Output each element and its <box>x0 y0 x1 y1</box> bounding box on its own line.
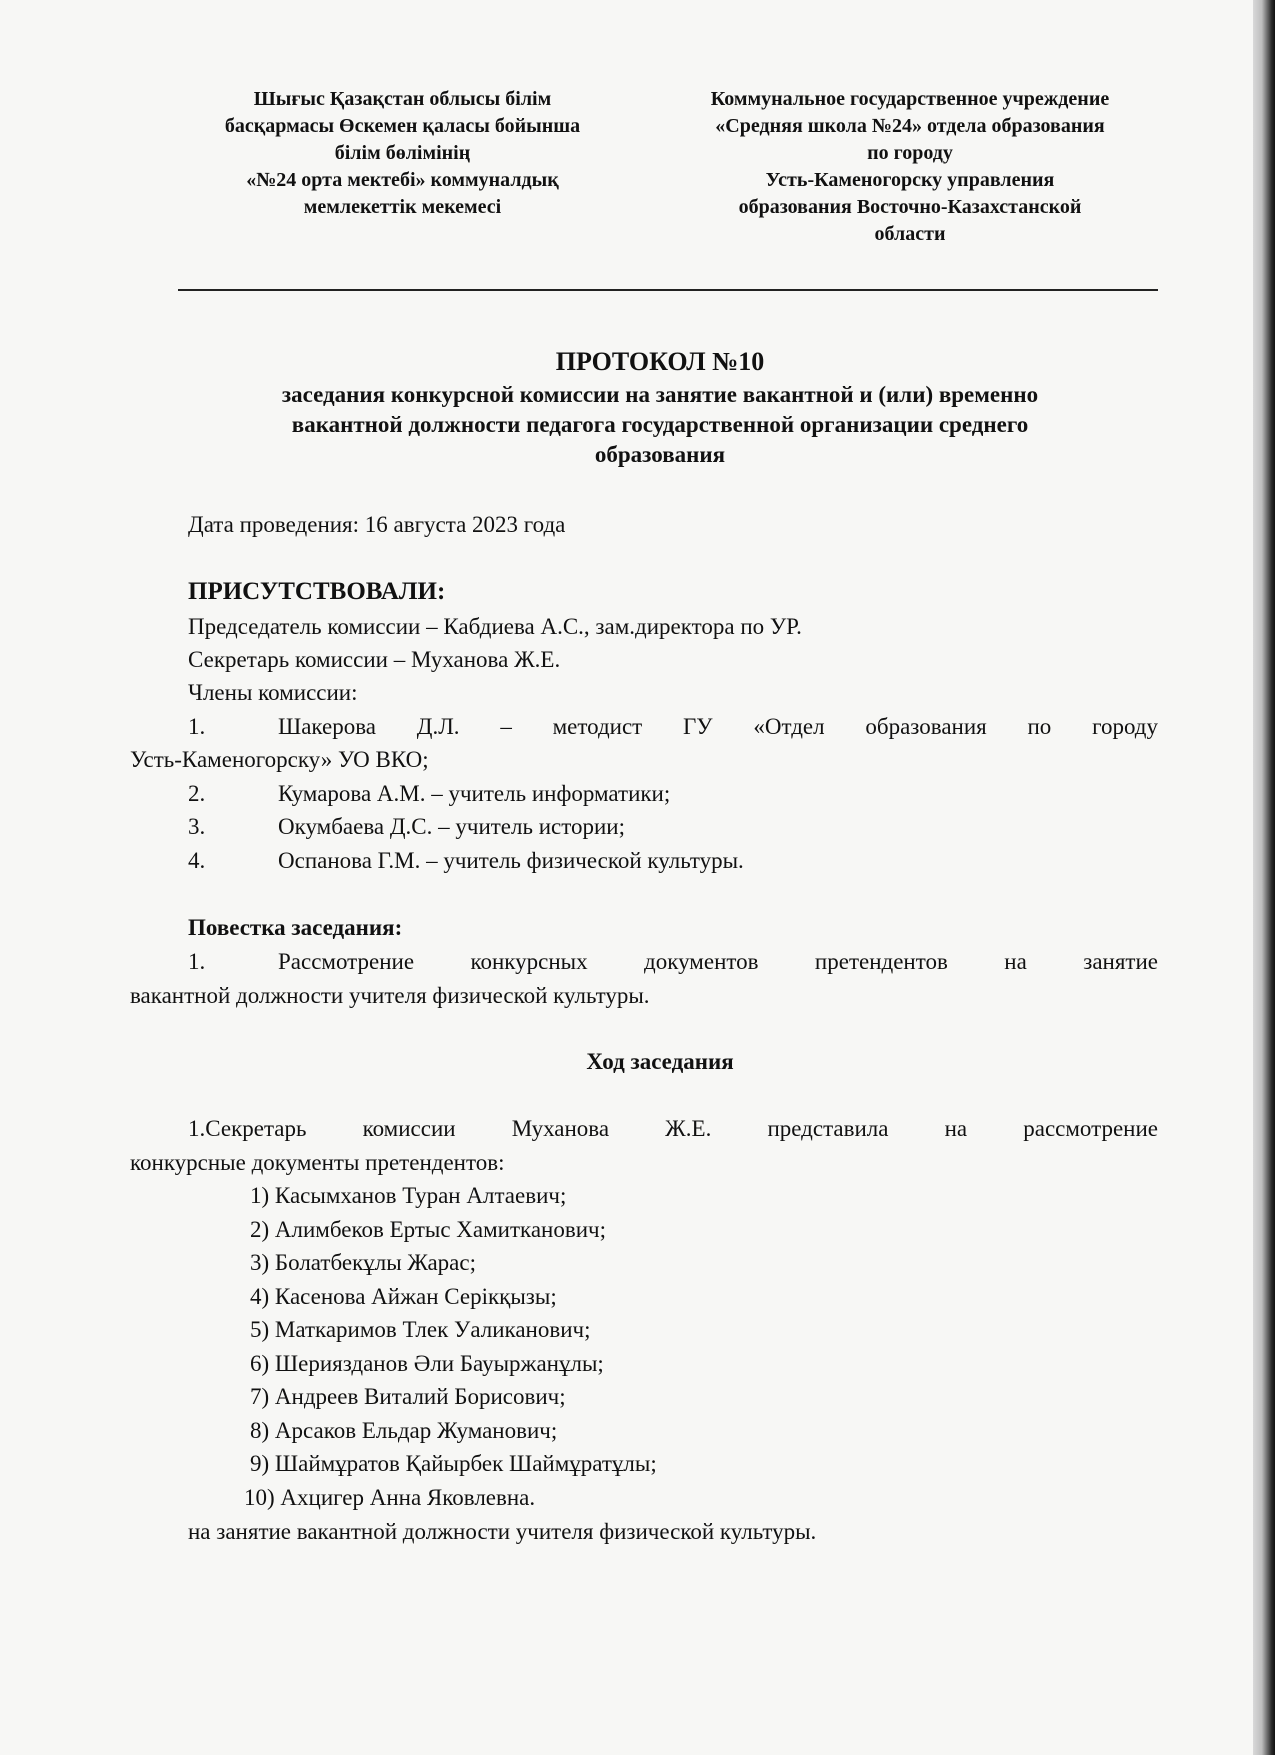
header-left-line: Шығыс Қазақстан облысы білім <box>253 88 552 110</box>
proceedings-closing: на занятие вакантной должности учителя физической культуры. <box>188 1519 817 1544</box>
member-item <box>188 846 744 876</box>
member-text: Шакерова Д.Л. – методист ГУ «Отдел образования по городу <box>278 714 1158 739</box>
candidate-item: 8) Арсаков Ельдар Жуманович; <box>250 1418 558 1443</box>
agenda-number: 1. <box>188 949 206 974</box>
header-left-line: мемлекеттік мекемесі <box>303 196 502 218</box>
proceedings-intro: 1.Секретарь комиссии Муханова Ж.Е. представила на рассмотрение <box>188 1116 1158 1141</box>
header-kazakh <box>175 86 630 221</box>
candidate-item: 9) Шаймұратов Қайырбек Шаймұратұлы; <box>250 1451 657 1476</box>
document-title-block <box>160 344 1160 470</box>
member-text: Кумарова А.М. – учитель информатики; <box>278 781 671 806</box>
document-subtitle-line: образования <box>594 442 726 467</box>
member-number: 4. <box>188 848 206 873</box>
header-right-line: Коммунальное государственное учреждение <box>710 88 1110 110</box>
document-subtitle-line: вакантной должности педагога государственной организации среднего <box>291 412 1029 437</box>
agenda-item <box>188 947 1158 977</box>
candidate-item: 4) Касенова Айжан Серікқызы; <box>250 1284 557 1309</box>
header-right-line: области <box>874 223 946 245</box>
candidate-item: 2) Алимбеков Ертыс Хамитканович; <box>250 1217 606 1242</box>
member-text: Окумбаева Д.С. – учитель истории; <box>278 814 625 839</box>
member-item <box>188 779 670 809</box>
commission-secretary: Секретарь комиссии – Муханова Ж.Е. <box>188 647 561 672</box>
candidate-item: 1) Касымханов Туран Алтаевич; <box>250 1183 567 1208</box>
header-left-line: «№24 орта мектебі» коммуналдық <box>246 169 559 191</box>
candidate-item: 3) Болатбекұлы Жарас; <box>250 1250 476 1275</box>
header-left-line: басқармасы Өскемен қаласы бойынша <box>224 115 581 137</box>
proceedings-heading: Ход заседания <box>586 1049 734 1074</box>
member-item <box>188 812 625 842</box>
header-russian <box>650 86 1170 248</box>
document-subtitle-line: заседания конкурсной комиссии на занятие вакантной и (или) временно <box>281 382 1039 407</box>
header-left-line: білім бөлімінің <box>334 142 471 164</box>
scan-edge-shadow <box>1253 0 1275 1755</box>
candidate-item: 10) Ахцигер Анна Яковлевна. <box>244 1485 536 1510</box>
header-right-line: Усть-Каменогорску управления <box>765 169 1055 191</box>
document-title: ПРОТОКОЛ №10 <box>555 347 765 376</box>
meeting-date: Дата проведения: 16 августа 2023 года <box>188 512 566 537</box>
member-number: 2. <box>188 781 206 806</box>
member-item-continued: Усть-Каменогорску» УО ВКО; <box>130 747 429 772</box>
header-right-line: образования Восточно-Казахстанской <box>738 196 1082 218</box>
agenda-item-continued: вакантной должности учителя физической культуры. <box>130 983 650 1008</box>
member-text: Оспанова Г.М. – учитель физической культуры. <box>278 848 744 873</box>
attendance-heading: ПРИСУТСТВОВАЛИ: <box>188 578 446 605</box>
member-number: 3. <box>188 814 206 839</box>
commission-chair: Председатель комиссии – Кабдиева А.С., зам.директора по УР. <box>188 614 802 639</box>
members-label: Члены комиссии: <box>188 680 358 705</box>
header-right-line: по городу <box>867 142 953 164</box>
member-number: 1. <box>188 714 206 739</box>
agenda-text: Рассмотрение конкурсных документов претендентов на занятие <box>278 949 1158 974</box>
agenda-heading: Повестка заседания: <box>188 915 403 940</box>
proceedings-intro-continued: конкурсные документы претендентов: <box>130 1150 505 1175</box>
header-right-line: «Средняя школа №24» отдела образования <box>715 115 1105 137</box>
candidate-item: 7) Андреев Виталий Борисович; <box>250 1384 566 1409</box>
candidate-item: 5) Маткаримов Тлек Уаликанович; <box>250 1317 591 1342</box>
header-divider <box>178 289 1158 291</box>
candidate-item: 6) Шериязданов Әли Бауыржанұлы; <box>250 1351 604 1376</box>
member-item <box>188 712 1158 742</box>
